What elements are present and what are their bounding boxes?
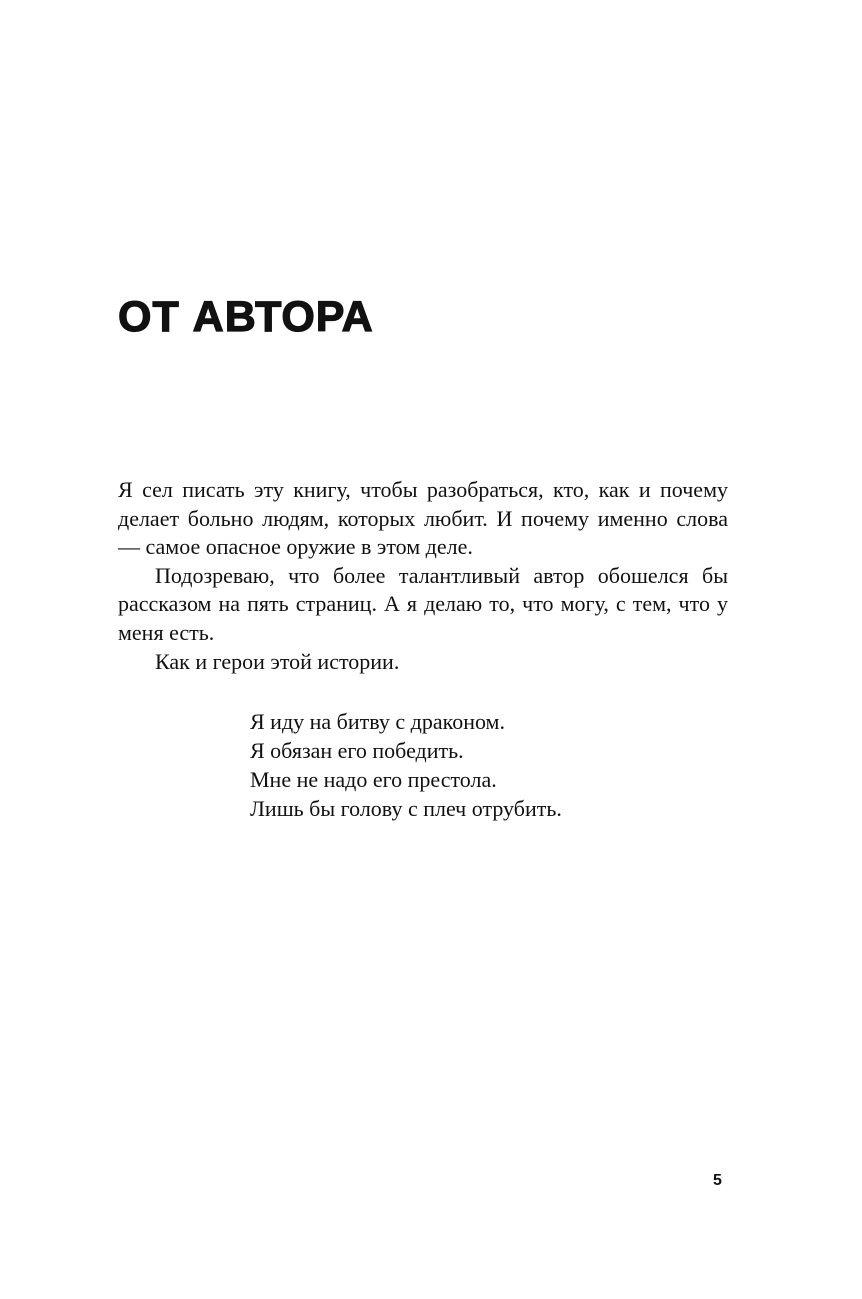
poem-epigraph — [250, 707, 562, 823]
paragraph-2: Подозреваю, что более талантливый автор обошелся бы рассказом на пять страниц. А я делаю то, что могу, с тем, что у меня есть. — [118, 562, 728, 645]
poem-line-3: Мне не надо его престола. — [250, 767, 497, 792]
page-number: 5 — [713, 1172, 722, 1189]
poem-line-4: Лишь бы голову с плеч отрубить. — [250, 796, 562, 821]
paragraph-3: Как и герои этой истории. — [155, 648, 400, 674]
poem-line-1: Я иду на битву с драконом. — [250, 709, 505, 734]
poem-line-2: Я обязан его победить. — [250, 738, 464, 763]
body-text — [118, 476, 728, 676]
paragraph-1: Я сел писать эту книгу, чтобы разобраться, кто, как и почему делает больно людям, которых любит. И почему именно слова — самое опасное оружие в этом деле. — [118, 477, 728, 560]
chapter-title: ОТ АВТОРА — [118, 293, 374, 341]
